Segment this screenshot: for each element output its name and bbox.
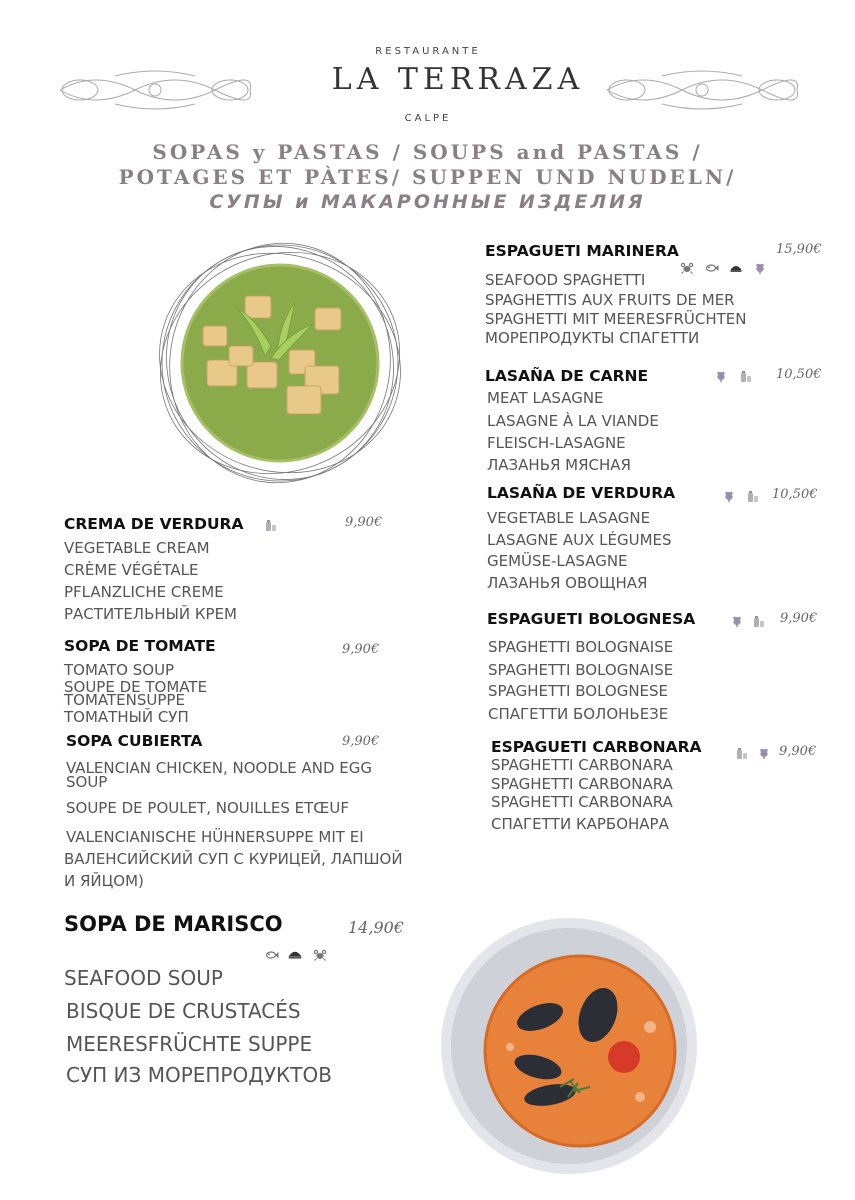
dish-sopa-cubierta-ru-2: И ЯЙЦОМ): [64, 872, 144, 890]
dish-espagueti-bolognesa-de: SPAGHETTI BOLOGNESE: [488, 682, 669, 700]
section-title-line-2: POTAGES ET PÀTES/ SUPPEN UND NUDELN/: [118, 165, 737, 189]
dish-sopa-cubierta-ru-1: ВАЛЕНСИЙСКИЙ СУП С КУРИЦЕЙ, ЛАПШОЙ: [64, 850, 403, 868]
dish-crema-de-verdura-de: PFLANZLICHE CREME: [64, 583, 224, 601]
dish-sopa-cubierta-en-1: VALENCIAN CHICKEN, NOODLE AND EGG: [66, 759, 372, 777]
left-ornament-icon: [55, 68, 255, 113]
dish-lasana-de-carne-de: FLEISCH-LASAGNE: [487, 434, 626, 452]
dish-crema-de-verdura-fr: CRÈME VÉGÉTALE: [64, 561, 199, 579]
dish-sopa-cubierta-name: SOPA CUBIERTA: [66, 732, 203, 750]
dish-crema-de-verdura-en: VEGETABLE CREAM: [64, 539, 210, 557]
dish-crema-de-verdura-price: 9,90€: [345, 515, 383, 530]
restaurant-name: LA TERRAZA: [331, 62, 585, 97]
dish-espagueti-marinera-ru: МОРЕПРОДУКТЫ СПАГЕТТИ: [485, 329, 700, 347]
dish-espagueti-bolognesa-price: 9,90€: [780, 611, 818, 626]
section-title-line-3: СУПЫ и МАКАРОННЫЕ ИЗДЕЛИЯ: [209, 191, 646, 213]
allergen-gluten-icon: [730, 614, 744, 628]
allergen-dairy-icon: [735, 746, 749, 760]
dish-lasana-de-carne-name: LASAÑA DE CARNE: [485, 367, 649, 385]
section-title-line-1: SOPAS y PASTAS / SOUPS and PASTAS /: [152, 140, 703, 164]
dish-espagueti-marinera-price: 15,90€: [776, 242, 822, 257]
dish-lasana-de-verdura-de: GEMÜSE-LASAGNE: [487, 552, 628, 570]
dish-lasana-de-carne-price: 10,50€: [776, 367, 822, 382]
dish-espagueti-marinera-fr: SPAGHETTIS AUX FRUITS DE MER: [485, 291, 735, 309]
dish-sopa-cubierta-fr: SOUPE DE POULET, NOUILLES ETŒUF: [66, 799, 349, 817]
dish-lasana-de-verdura-price: 10,50€: [772, 487, 818, 502]
allergen-crustacean-icon: [313, 948, 327, 962]
dish-sopa-de-marisco-ru: СУП ИЗ МОРЕПРОДУКТОВ: [66, 1063, 332, 1087]
dish-espagueti-bolognesa-fr: SPAGHETTI BOLOGNAISE: [488, 661, 674, 679]
allergen-gluten-icon: [753, 261, 767, 275]
dish-sopa-de-tomate-fr: SOUPE DE TOMATE: [64, 678, 208, 696]
dish-sopa-de-tomate-ru: ТОМАТНЫЙ СУП: [64, 708, 189, 726]
dish-sopa-de-tomate-price: 9,90€: [342, 642, 380, 657]
allergen-dairy-icon: [739, 369, 753, 383]
dish-sopa-de-marisco-fr: BISQUE DE CRUSTACÉS: [66, 999, 301, 1023]
allergen-gluten-icon: [757, 746, 771, 760]
dish-crema-de-verdura-ru: РАСТИТЕЛЬНЫЙ КРЕМ: [64, 605, 237, 623]
restaurant-label: RESTAURANTE: [375, 46, 481, 57]
dish-lasana-de-carne-ru: ЛАЗАНЬЯ МЯСНАЯ: [487, 456, 631, 474]
allergen-fish-icon: [705, 261, 719, 275]
allergen-dairy-icon: [752, 614, 766, 628]
dish-espagueti-carbonara-en: SPAGHETTI CARBONARA: [491, 756, 673, 774]
allergen-gluten-icon: [722, 489, 736, 503]
allergen-dairy-icon: [746, 489, 760, 503]
seafood-soup-photo: [440, 917, 698, 1175]
allergen-dairy-icon: [264, 518, 278, 532]
dish-lasana-de-verdura-ru: ЛАЗАНЬЯ ОВОЩНАЯ: [487, 574, 648, 592]
dish-espagueti-carbonara-de: SPAGHETTI CARBONARA: [491, 793, 673, 811]
dish-crema-de-verdura-name: CREMA DE VERDURA: [64, 515, 244, 533]
dish-espagueti-carbonara-ru: СПАГЕТТИ КАРБОНАРА: [491, 815, 669, 833]
allergen-fish-icon: [265, 948, 279, 962]
dish-espagueti-marinera-en: SEAFOOD SPAGHETTI: [485, 271, 646, 289]
allergen-mollusc-icon: [729, 261, 743, 275]
dish-lasana-de-carne-en: MEAT LASAGNE: [487, 389, 604, 407]
dish-espagueti-carbonara-fr: SPAGHETTI CARBONARA: [491, 775, 673, 793]
dish-sopa-de-tomate-de: TOMATENSUPPE: [64, 691, 185, 709]
dish-lasana-de-verdura-fr: LASAGNE AUX LÉGUMES: [487, 531, 672, 549]
dish-espagueti-bolognesa-ru: СПАГЕТТИ БОЛОНЬЕЗЕ: [488, 705, 669, 723]
dish-espagueti-carbonara-price: 9,90€: [779, 744, 817, 759]
dish-sopa-cubierta-price: 9,90€: [342, 734, 380, 749]
dish-espagueti-bolognesa-name: ESPAGUETI BOLOGNESA: [487, 610, 696, 628]
dish-sopa-de-marisco-de: MEERESFRÜCHTE SUPPE: [66, 1032, 313, 1056]
dish-espagueti-bolognesa-en: SPAGHETTI BOLOGNAISE: [488, 638, 674, 656]
dish-sopa-cubierta-de: VALENCIANISCHE HÜHNERSUPPE MIT EI: [66, 828, 364, 846]
dish-sopa-de-marisco-name: SOPA DE MARISCO: [64, 912, 283, 936]
dish-sopa-de-tomate-name: SOPA DE TOMATE: [64, 637, 216, 655]
vegetable-cream-photo: [155, 238, 405, 488]
dish-espagueti-marinera-name: ESPAGUETI MARINERA: [485, 242, 679, 260]
dish-sopa-de-marisco-price: 14,90€: [348, 918, 404, 937]
dish-sopa-de-tomate-en: TOMATO SOUP: [64, 661, 175, 679]
dish-sopa-de-marisco-en: SEAFOOD SOUP: [64, 966, 223, 990]
restaurant-city: CALPE: [404, 113, 452, 124]
allergen-crustacean-icon: [680, 261, 694, 275]
dish-lasana-de-verdura-en: VEGETABLE LASAGNE: [487, 509, 651, 527]
dish-lasana-de-carne-fr: LASAGNE À LA VIANDE: [487, 412, 659, 430]
allergen-mollusc-icon: [287, 946, 303, 962]
dish-lasana-de-verdura-name: LASAÑA DE VERDURA: [487, 484, 676, 502]
dish-sopa-cubierta-en-2: SOUP: [66, 773, 108, 791]
dish-espagueti-carbonara-name: ESPAGUETI CARBONARA: [491, 738, 702, 756]
dish-espagueti-marinera-de: SPAGHETTI MIT MEERESFRÜCHTEN: [485, 310, 747, 328]
allergen-gluten-icon: [714, 369, 728, 383]
